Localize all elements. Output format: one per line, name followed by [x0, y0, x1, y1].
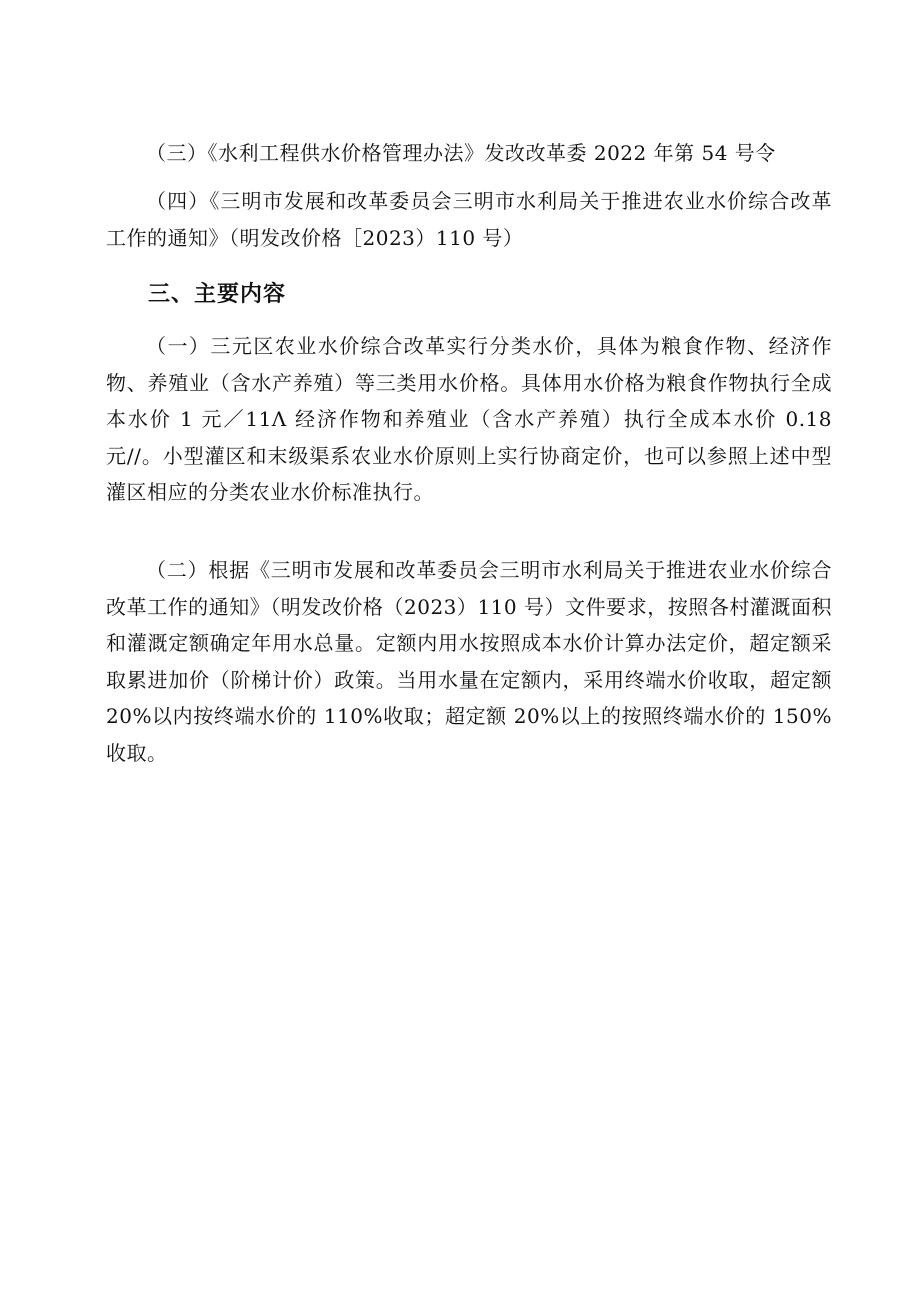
paragraph-item-4: （四）《三明市发展和改革委员会三明市水利局关于推进农业水价综合改革工作的通知》（明发改价格［2023）110 号）	[106, 189, 832, 250]
paragraph-section3-1: （一）三元区农业水价综合改革实行分类水价，具体为粮食作物、经济作物、养殖业（含水产养殖）等三类用水价格。具体用水价格为粮食作物执行全成本水价 1 元／11Λ 经济作物和养殖业（含水产养殖）执行全成本水价 0.18 元//。小型灌区和末级渠系农业水价原则上实行协商定价，也可以参照上述中型灌区相应的分类农业水价标准执行。	[106, 334, 832, 504]
paragraph-item-3: （三）《水利工程供水价格管理办法》发改改革委 2022 年第 54 号令	[146, 141, 776, 165]
section-heading-main-content: 三、主要内容	[148, 282, 287, 307]
paragraph-section3-2: （二）根据《三明市发展和改革委员会三明市水利局关于推进农业水价综合改革工作的通知》（明发改价格（2023）110 号）文件要求，按照各村灌溉面积和灌溉定额确定年用水总量。定额内用水按照成本水价计算办法定价，超定额采取累进加价（阶梯计价）政策。当用水量在定额内，采用终端水价收取，超定额 20%以内按终端水价的 110%收取；超定额 20%以上的按照终端水价的 150%收取。	[106, 558, 832, 765]
